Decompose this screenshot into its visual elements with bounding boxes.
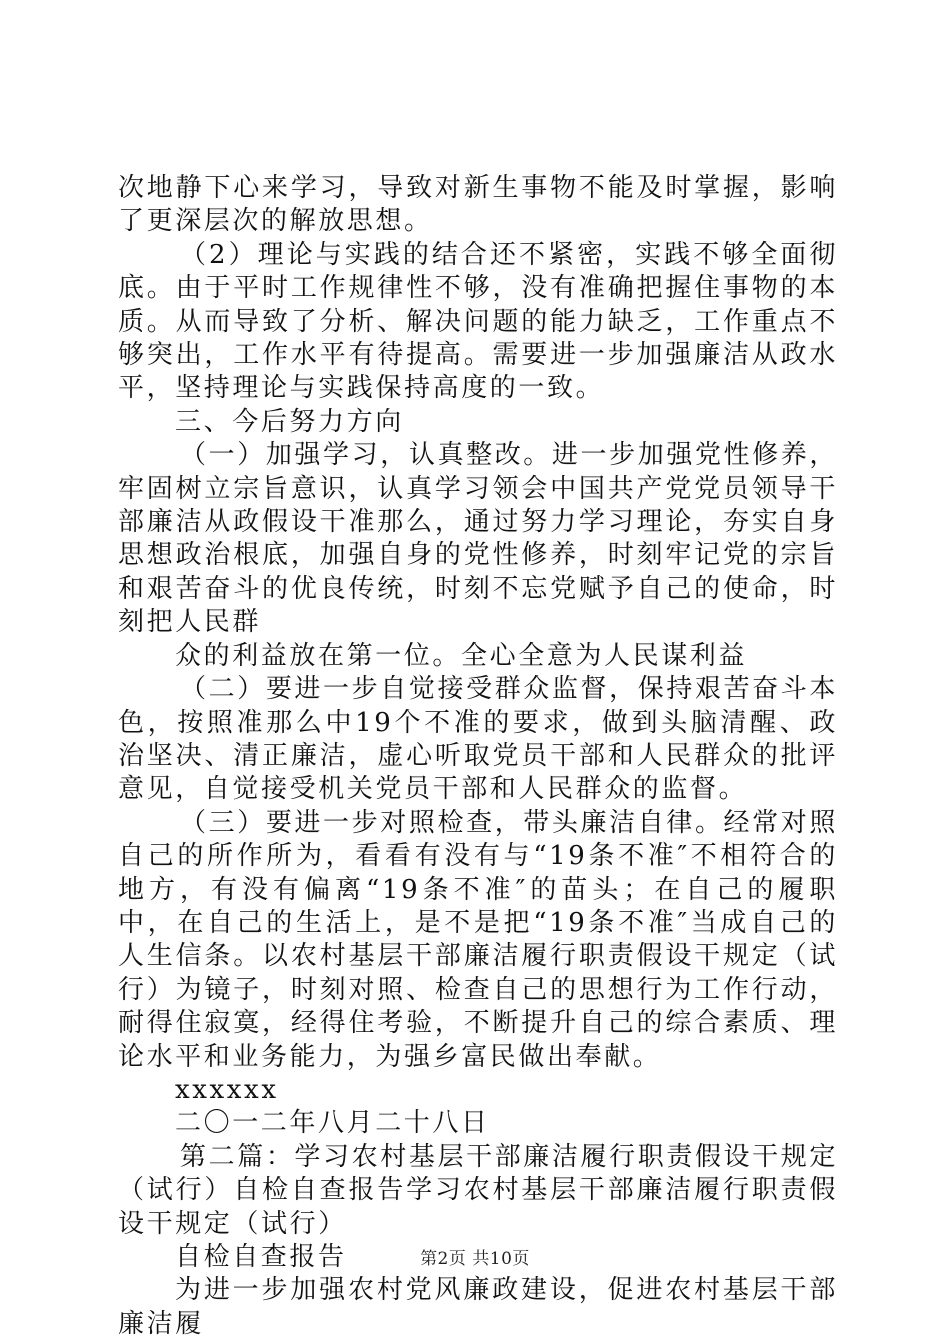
signature-date: 二〇一二年八月二十八日: [175, 1108, 490, 1139]
section-heading-future-direction: 三、今后努力方向: [175, 406, 404, 437]
page-number-footer: 第2页 共10页: [420, 1249, 530, 1269]
second-article-title: 第二篇：学习农村基层干部廉洁履行职责假设干规定（试行）自检自查报告学习农村基层干部廉洁履行职责假设干规定（试行）: [118, 1141, 838, 1239]
paragraph-point-2: （2）理论与实践的结合还不紧密，实践不够全面彻底。由于平时工作规律性不够，没有准确把握住事物的本质。从而导致了分析、解决问题的能力缺乏，工作重点不够突出，工作水平有待提高。需要进一步加强廉洁从政水平，坚持理论与实践保持高度的一致。: [118, 239, 838, 404]
paragraph-item-three: （三）要进一步对照检查，带头廉洁自律。经常对照自己的所作所为，看看有没有与“19条不准″不相符合的地方，有没有偏离“19条不准″的苗头；在自己的履职中，在自己的生活上，是不是把“19条不准″当成自己的人生信条。以农村基层干部廉洁履行职责假设干规定（试行）为镜子，时刻对照、检查自己的思想行为工作行动，耐得住寂寞，经得住考验，不断提升自己的综合素质、理论水平和业务能力，为强乡富民做出奉献。: [118, 807, 838, 1072]
second-article-subtitle: 自检自查报告: [175, 1242, 347, 1272]
paragraph-item-one-continued: 众的利益放在第一位。全心全意为人民谋利益: [175, 640, 748, 671]
document-body: [118, 172, 838, 1341]
second-article-first-paragraph: 为进一步加强农村党风廉政建设，促进农村基层干部廉洁履: [118, 1275, 838, 1339]
signature-name: xxxxxx: [175, 1074, 279, 1105]
paragraph-item-one: （一）加强学习，认真整改。进一步加强党性修养，牢固树立宗旨意识，认真学习领会中国共产党党员领导干部廉洁从政假设干准那么，通过努力学习理论，夯实自身思想政治根底，加强自身的党性修养，时刻牢记党的宗旨和艰苦奋斗的优良传统，时刻不忘党赋予自己的使命，时刻把人民群: [118, 440, 838, 638]
paragraph-item-two: （二）要进一步自觉接受群众监督，保持艰苦奋斗本色，按照准那么中19个不准的要求，做到头脑清醒、政治坚决、清正廉洁，虚心听取党员干部和人民群众的批评意见，自觉接受机关党员干部和人民群众的监督。: [118, 674, 838, 805]
paragraph-continuation: 次地静下心来学习，导致对新生事物不能及时掌握，影响了更深层次的解放思想。: [118, 173, 838, 237]
